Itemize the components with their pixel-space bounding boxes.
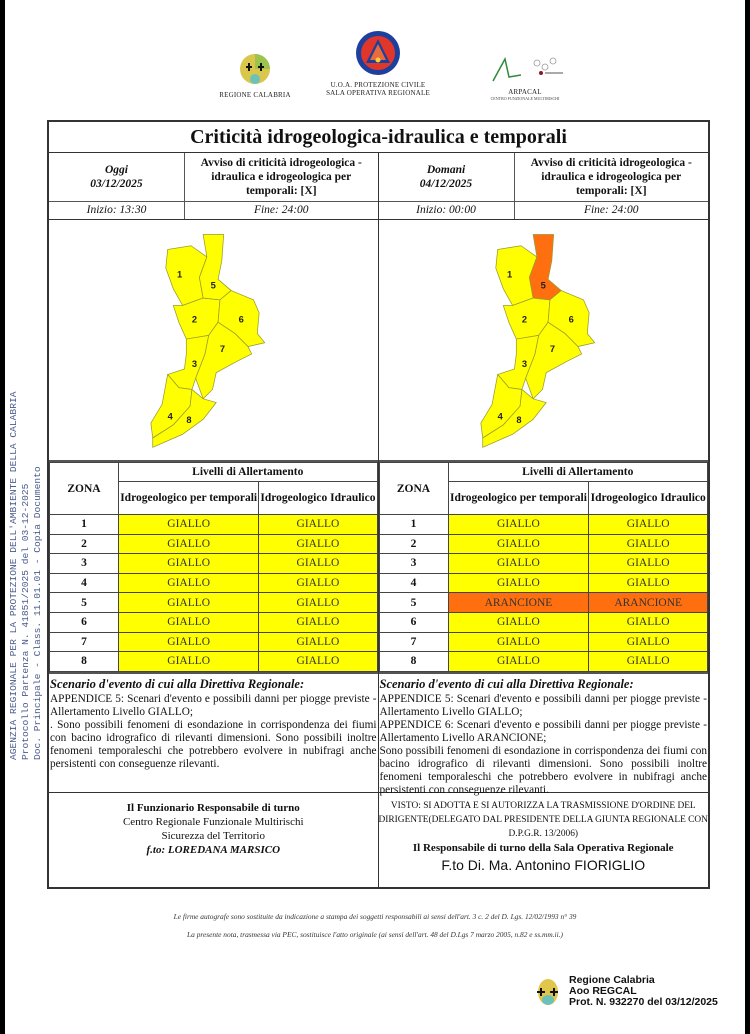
side-protocol-stamp (8, 280, 44, 760)
regione-calabria-label: REGIONE CALABRIA (219, 91, 291, 99)
tomorrow-day-label: Domani (426, 164, 466, 176)
zone-row (50, 652, 378, 672)
map-zone-label: 8 (186, 415, 192, 426)
tomorrow-levels-table (379, 462, 709, 672)
zone-row (50, 515, 378, 535)
stamp-line3: Prot. N. 932270 del 03/12/2025 (569, 996, 718, 1008)
zone-row (50, 632, 378, 652)
map-zone-label: 5 (210, 280, 216, 291)
tomorrow-scenario-title: Scenario d'evento di cui alla Direttiva Regionale: (379, 676, 634, 691)
signature-role: Il Funzionario Responsabile di turno (126, 801, 300, 814)
level-temporali: GIALLO (119, 593, 259, 613)
zone-number: 4 (50, 573, 119, 593)
zone-number: 3 (50, 554, 119, 574)
signature-dept: Centro Regionale Funzionale Multirischi (122, 815, 304, 828)
map-zone-label: 7 (219, 344, 226, 355)
temporali-header: Idrogeologico per temporali (119, 482, 259, 515)
zone-row (379, 573, 708, 593)
zone-row (379, 593, 708, 613)
protezione-civile-logo (318, 30, 438, 97)
zone-number: 7 (379, 632, 448, 652)
level-temporali: GIALLO (448, 573, 589, 593)
level-idraulico: GIALLO (589, 612, 708, 632)
zona-header: ZONA (50, 463, 119, 515)
right-signature (379, 792, 709, 887)
tomorrow-scenario-line: APPENDICE 6: Scenari d'evento e possibili danni per piogge previste - Allertamento Livello ARANCIONE; (379, 718, 707, 744)
sala-operativa-label: SALA OPERATIVA REGIONALE (326, 89, 430, 97)
protezione-civile-label: U.O.A. PROTEZIONE CIVILE (330, 81, 426, 89)
map-zone-label: 1 (506, 269, 512, 280)
regione-calabria-logo (215, 52, 295, 99)
level-idraulico: GIALLO (589, 515, 708, 535)
tomorrow-panel (379, 153, 709, 887)
map-zone-label: 4 (167, 411, 173, 422)
tomorrow-calabria-map (479, 225, 619, 455)
level-idraulico: GIALLO (259, 534, 377, 554)
level-temporali: GIALLO (119, 554, 259, 574)
bulletin-title: Criticità idrogeologica-idraulica e temporali (49, 122, 708, 153)
idraulico-header: Idrogeologico Idraulico (259, 482, 377, 515)
map-zone-label: 6 (238, 314, 244, 325)
level-idraulico: GIALLO (589, 534, 708, 554)
level-temporali: GIALLO (448, 652, 589, 672)
today-scenario-title: Scenario d'evento di cui alla Direttiva Regionale: (50, 676, 305, 691)
zone-number: 5 (379, 593, 448, 613)
level-idraulico: GIALLO (259, 515, 377, 535)
zone-number: 3 (379, 554, 448, 574)
arpacal-logo (475, 55, 575, 101)
map-zone-label: 2 (521, 314, 527, 325)
zone-number: 2 (379, 534, 448, 554)
level-idraulico: GIALLO (259, 612, 377, 632)
map-zone-label: 3 (191, 359, 198, 370)
map-zone-label: 1 (177, 269, 183, 280)
visto-text: VISTO: SI ADOTTA E SI AUTORIZZA LA TRASMISSIONE D'ORDINE DEL DIRIGENTE(DELEGATO DAL PRESIDENTE DELLA GIUNTA REGIONALE CON D.P.G.R. 13/2006) (378, 800, 708, 839)
calabria-crest-icon (238, 52, 272, 86)
zone-row (50, 593, 378, 613)
calabria-crest-icon (535, 977, 561, 1007)
screen-edge-left (0, 0, 5, 1034)
today-scenario-line: APPENDICE 5: Scenari d'evento e possibili danni per piogge previste - Allertamento Livello GIALLO; (50, 692, 377, 718)
today-map (49, 220, 378, 462)
today-fine: Fine: 24:00 (253, 204, 309, 216)
signature-name: f.to: LOREDANA MARSICO (146, 843, 281, 856)
zone-row (379, 632, 708, 652)
tomorrow-scenario-line: Sono possibili fenomeni di esondazione in corrispondenza dei fiumi con bacino idrografico di rilevanti dimensioni. Sono possibili inoltre fenomeni temporaleschi che potrebbero evolvere in nubifragi anche persistenti con conseguenze rilevanti. (379, 744, 707, 796)
level-temporali: GIALLO (119, 573, 259, 593)
map-zone-label: 6 (568, 314, 574, 325)
zone-number: 1 (50, 515, 119, 535)
signature-unit: Sicurezza del Territorio (161, 829, 265, 842)
level-temporali: GIALLO (448, 632, 589, 652)
level-temporali: GIALLO (448, 612, 589, 632)
idraulico-header: Idrogeologico Idraulico (589, 482, 708, 515)
today-inizio: Inizio: 13:30 (49, 202, 185, 219)
zone-number: 4 (379, 573, 448, 593)
map-zone-label: 3 (521, 359, 527, 370)
today-scenario-line: . Sono possibili fenomeni di esondazione in corrispondenza dei fiumi con bacino idrografico di rilevanti dimensioni. Sono possibili inoltre fenomeni temporaleschi che potrebbero evolvere in nubifragi anche persistenti con conseguenze rilevanti. (50, 718, 377, 770)
side-stamp-line1: AGENZIA REGIONALE PER LA PROTEZIONE DELL'AMBIENTE DELLA CALABRIA (8, 391, 19, 760)
tomorrow-scenario-line: APPENDICE 5: Scenari d'evento e possibili danni per piogge previste - Allertamento Livello GIALLO; (379, 692, 707, 718)
level-temporali: GIALLO (448, 534, 589, 554)
map-zone-label: 7 (549, 344, 555, 355)
level-idraulico: GIALLO (259, 593, 377, 613)
level-idraulico: GIALLO (259, 632, 377, 652)
zone-number: 1 (379, 515, 448, 535)
level-temporali: GIALLO (448, 554, 589, 574)
left-signature (49, 792, 378, 887)
zone-row (379, 534, 708, 554)
arpacal-label: ARPACAL (508, 88, 542, 96)
footer-note-pec: La presente nota, trasmessa via PEC, sostituisce l'atto originale (ai sensi dell'art. 48 del D.Lgs 7 marzo 2005, n.82 e ss.mm.ii.) (187, 930, 563, 939)
side-stamp-line3: Doc. Principale - Class. 11.01.01 - Copia Documento (32, 466, 43, 760)
today-day (49, 153, 185, 201)
protezione-civile-emblem-icon (355, 30, 401, 76)
zone-row (50, 554, 378, 574)
tomorrow-scenario (379, 672, 709, 796)
arpacal-sublabel: CENTRO FUNZIONALE MULTIRISCHI (490, 96, 560, 101)
zone-number: 7 (50, 632, 119, 652)
protocol-stamp (535, 975, 718, 1008)
zone-number: 2 (50, 534, 119, 554)
today-panel (49, 153, 379, 887)
stamp-line2: Aoo REGCAL (569, 985, 637, 997)
zone-row (379, 515, 708, 535)
today-avviso: Avviso di criticità idrogeologica - idraulica e idrogeologica per temporali: [X] (200, 157, 362, 197)
map-zone-label: 2 (191, 314, 198, 325)
tomorrow-avviso: Avviso di criticità idrogeologica - idraulica e idrogeologica per temporali: [X] (530, 157, 692, 197)
zona-header: ZONA (379, 463, 448, 515)
today-scenario (49, 672, 378, 792)
map-zone-label: 4 (497, 411, 503, 422)
zone-number: 6 (50, 612, 119, 632)
tomorrow-fine: Fine: 24:00 (583, 204, 639, 216)
footer-note-signatures: Le firme autografe sono sostituite da indicazione a stampa dei soggetti responsabili ai sensi dell'art. 3 c. 2 del D. Lgs. 12/02/1993 n° 39 (173, 912, 577, 921)
map-zone-label: 5 (540, 280, 546, 291)
zone-row (379, 652, 708, 672)
zone-number: 8 (379, 652, 448, 672)
level-idraulico: GIALLO (589, 554, 708, 574)
zone-number: 8 (50, 652, 119, 672)
screen-edge-right (745, 0, 750, 1034)
bulletin-frame (47, 120, 710, 889)
zone-number: 5 (50, 593, 119, 613)
level-idraulico: ARANCIONE (589, 593, 708, 613)
tomorrow-day (379, 153, 515, 201)
level-temporali: GIALLO (119, 515, 259, 535)
level-idraulico: GIALLO (589, 632, 708, 652)
level-temporali: GIALLO (119, 632, 259, 652)
level-temporali: GIALLO (119, 534, 259, 554)
stamp-line1: Regione Calabria (569, 974, 655, 986)
today-day-label: Oggi (105, 164, 128, 176)
tomorrow-date: 04/12/2025 (419, 178, 473, 190)
livelli-header: Livelli di Allertamento (448, 463, 708, 482)
level-idraulico: GIALLO (259, 573, 377, 593)
today-date: 03/12/2025 (90, 178, 143, 190)
zone-row (50, 573, 378, 593)
today-calabria-map (149, 225, 289, 455)
arpacal-emblem-icon (485, 55, 565, 83)
signature-role: Il Responsabile di turno della Sala Operativa Regionale (412, 841, 674, 854)
level-idraulico: GIALLO (589, 652, 708, 672)
tomorrow-inizio: Inizio: 00:00 (379, 202, 515, 219)
zone-row (379, 612, 708, 632)
zone-number: 6 (379, 612, 448, 632)
zone-row (50, 534, 378, 554)
signature-name: F.to Di. Ma. Antonino FIORIGLIO (441, 856, 646, 873)
level-idraulico: GIALLO (589, 573, 708, 593)
tomorrow-map (379, 220, 709, 462)
side-stamp-line2: Protocollo Partenza N. 41851/2025 del 03-12-2025 (20, 483, 31, 760)
temporali-header: Idrogeologico per temporali (448, 482, 589, 515)
level-temporali: GIALLO (448, 515, 589, 535)
livelli-header: Livelli di Allertamento (119, 463, 378, 482)
level-temporali: GIALLO (119, 612, 259, 632)
zone-row (50, 612, 378, 632)
level-idraulico: GIALLO (259, 652, 377, 672)
level-idraulico: GIALLO (259, 554, 377, 574)
level-temporali: GIALLO (119, 652, 259, 672)
map-zone-label: 8 (515, 415, 522, 426)
zone-row (379, 554, 708, 574)
today-levels-table (49, 462, 378, 672)
level-temporali: ARANCIONE (448, 593, 589, 613)
